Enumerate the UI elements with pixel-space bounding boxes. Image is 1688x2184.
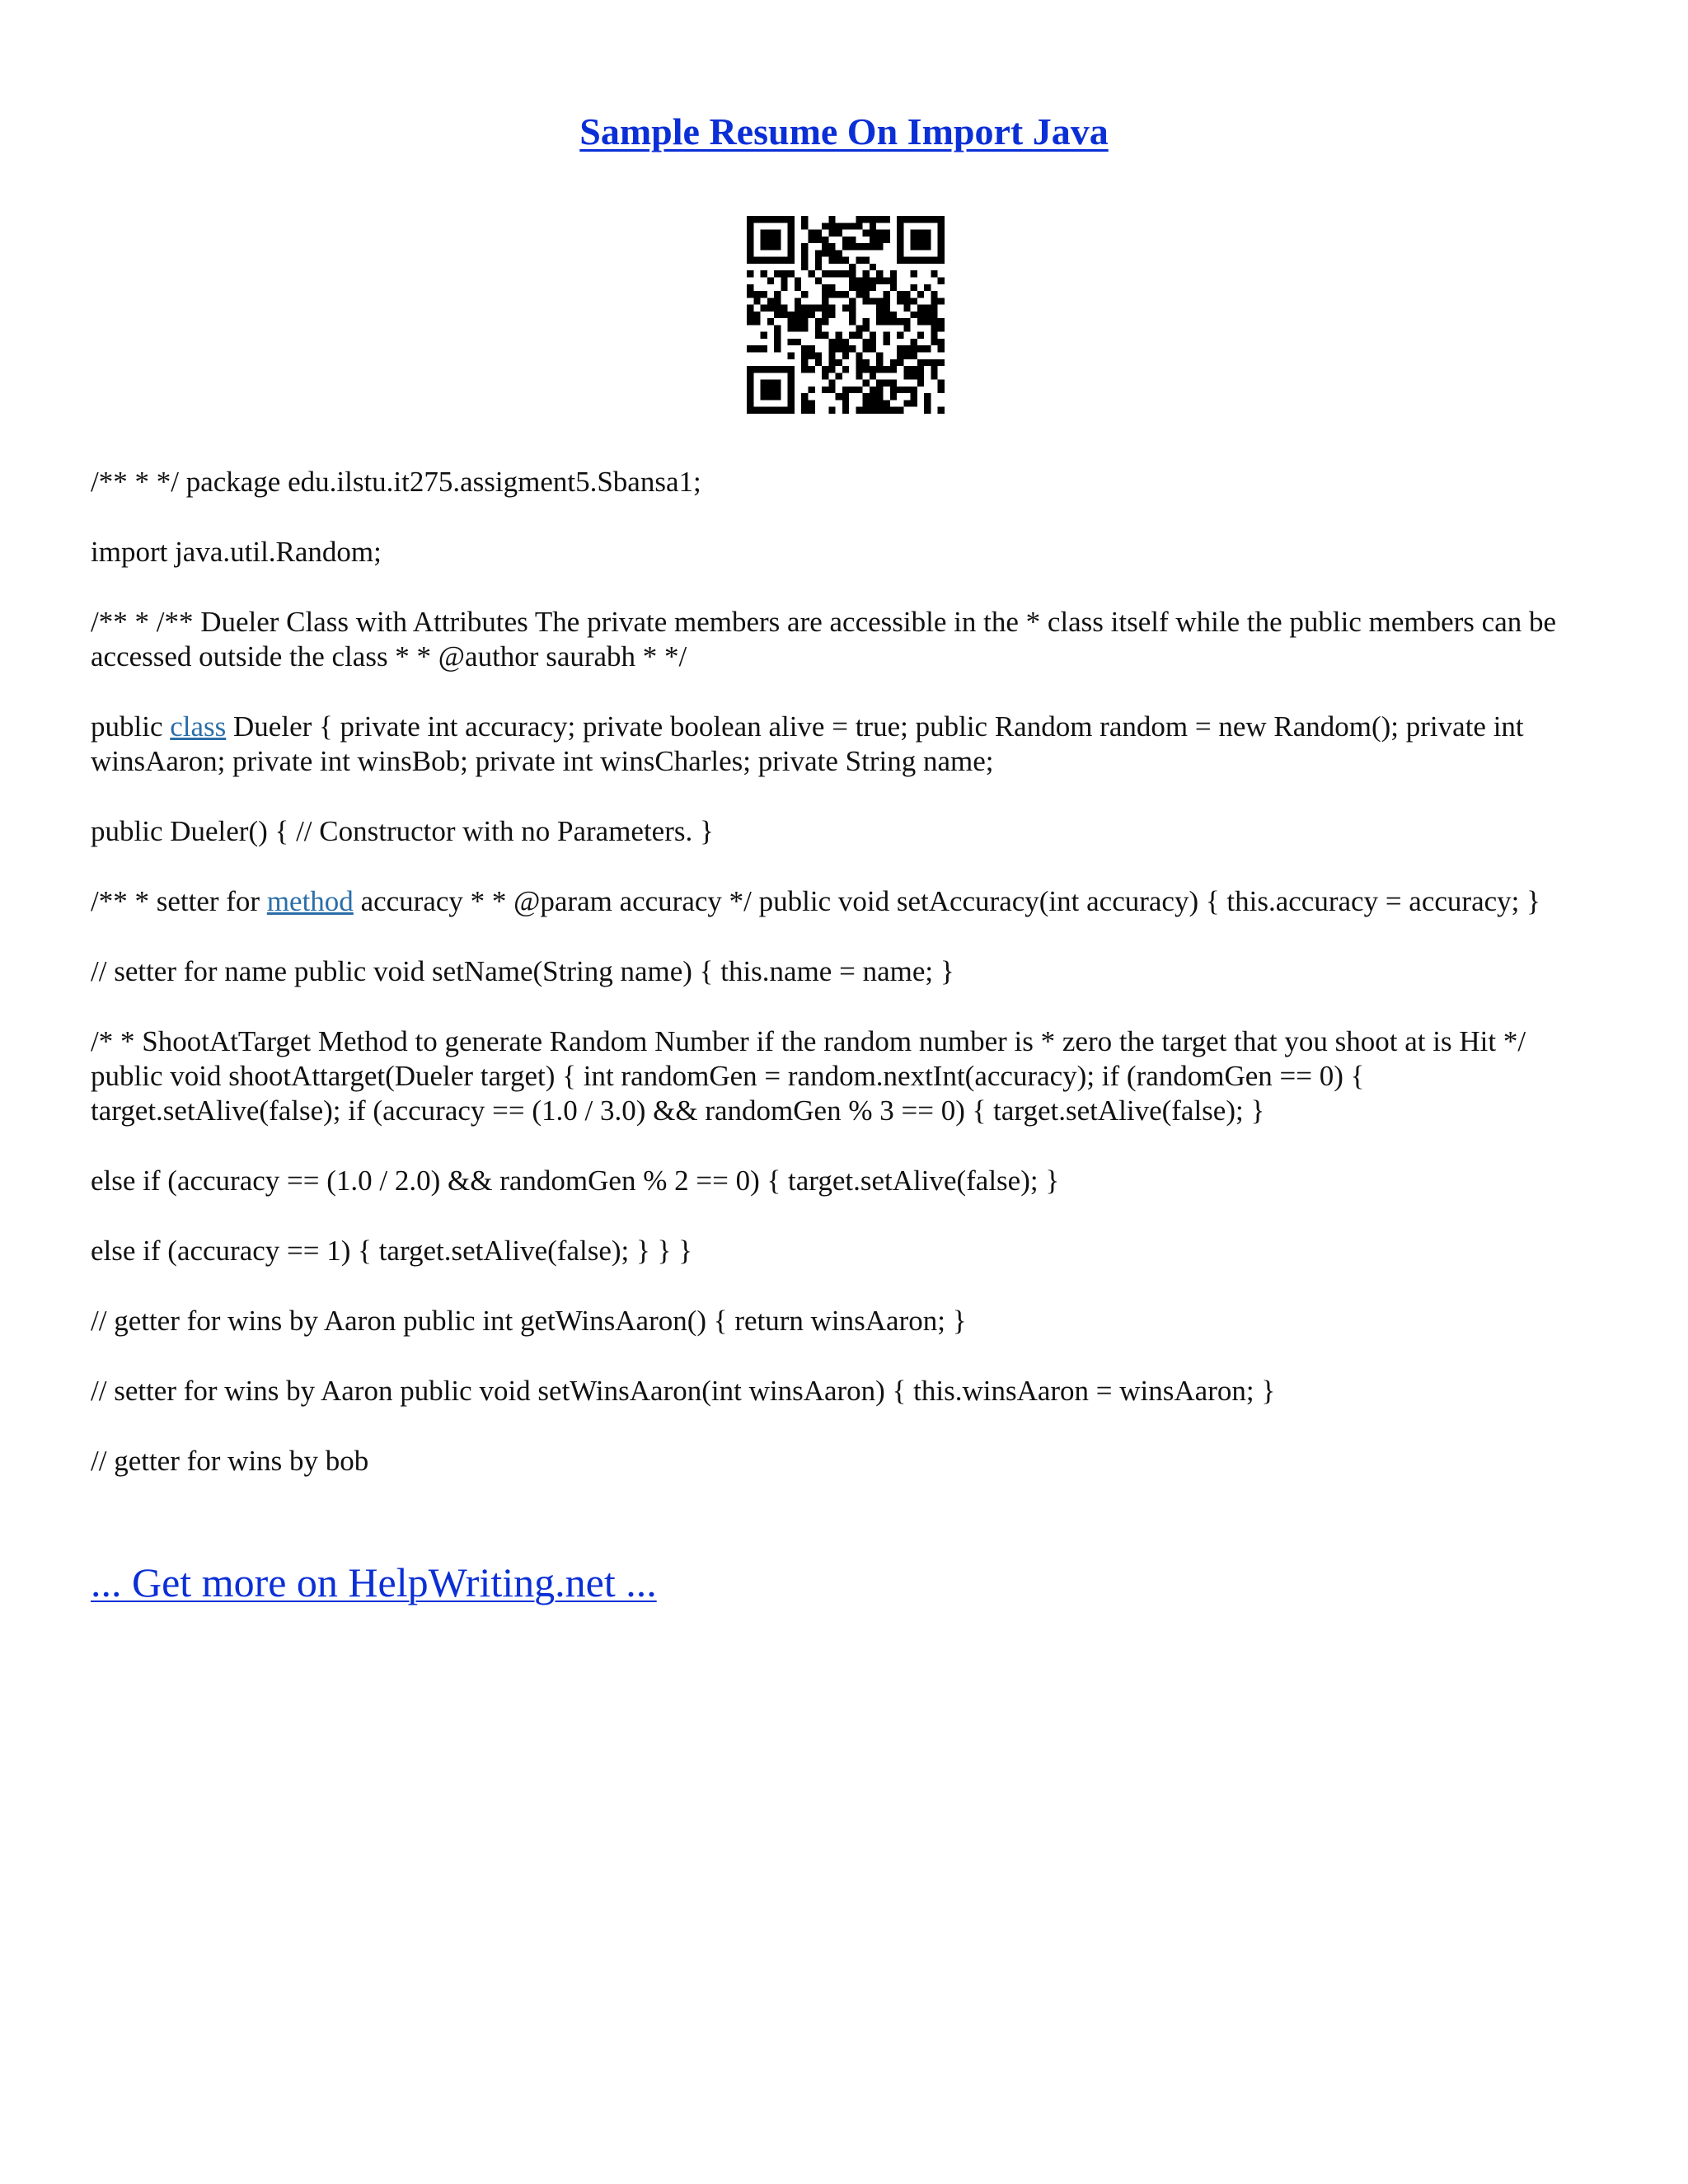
method-link[interactable]: method — [266, 885, 354, 917]
text-segment: accuracy * * @param accuracy */ public void setAccuracy(int accuracy) { this.accuracy = accuracy; } — [353, 885, 1540, 917]
qr-code-icon — [747, 216, 945, 414]
paragraph-get-wins-bob: // getter for wins by bob — [91, 1445, 369, 1477]
paragraph-set-accuracy — [91, 884, 1599, 919]
paragraph-class-declaration — [91, 710, 1599, 779]
title-link[interactable]: Sample Resume On Import Java — [579, 110, 1109, 152]
text-segment: public — [91, 710, 171, 743]
class-link[interactable]: class — [170, 710, 227, 743]
paragraph-get-wins-aaron: // getter for wins by Aaron public int getWinsAaron() { return winsAaron; } — [91, 1305, 967, 1337]
paragraph-shoot-at-target: /* * ShootAtTarget Method to generate Random Number if the random number is * zero the target that you shoot at is Hit */ public void shootAttarget(Dueler target) { int randomGen = random.nextInt(accuracy); if (randomGen == 0) { target.setAlive(false); if (accuracy == (1.0 / 3.0) && randomGen % 3 == 0) { target.setAlive(false); } — [91, 1025, 1526, 1127]
paragraph-import: import java.util.Random; — [91, 536, 382, 568]
page-title — [0, 105, 1688, 158]
document-body — [91, 465, 1599, 1514]
paragraph-package: /** * */ package edu.ilstu.it275.assigment5.Sbansa1; — [91, 466, 701, 498]
text-segment: /** * setter for — [91, 885, 267, 917]
paragraph-else-if-half: else if (accuracy == (1.0 / 2.0) && randomGen % 2 == 0) { target.setAlive(false); } — [91, 1165, 1060, 1197]
paragraph-set-name: // setter for name public void setName(String name) { this.name = name; } — [91, 955, 954, 987]
paragraph-class-comment: /** * /** Dueler Class with Attributes The private members are accessible in the * class itself while the public members can be accessed outside the class * * @author saurabh * */ — [91, 606, 1557, 673]
text-segment: Dueler { private int accuracy; private boolean alive = true; public Random random = new Random(); private int winsAaron; private int winsBob; private int winsCharles; private String name; — [91, 710, 1524, 777]
paragraph-set-wins-aaron: // setter for wins by Aaron public void setWinsAaron(int winsAaron) { this.winsAaron = winsAaron; } — [91, 1375, 1276, 1407]
paragraph-else-if-one: else if (accuracy == 1) { target.setAlive(false); } } } — [91, 1235, 692, 1267]
get-more-link[interactable]: ... Get more on HelpWriting.net ... — [91, 1559, 657, 1605]
more-link-container — [91, 1556, 657, 1609]
paragraph-constructor: public Dueler() { // Constructor with no Parameters. } — [91, 815, 714, 847]
